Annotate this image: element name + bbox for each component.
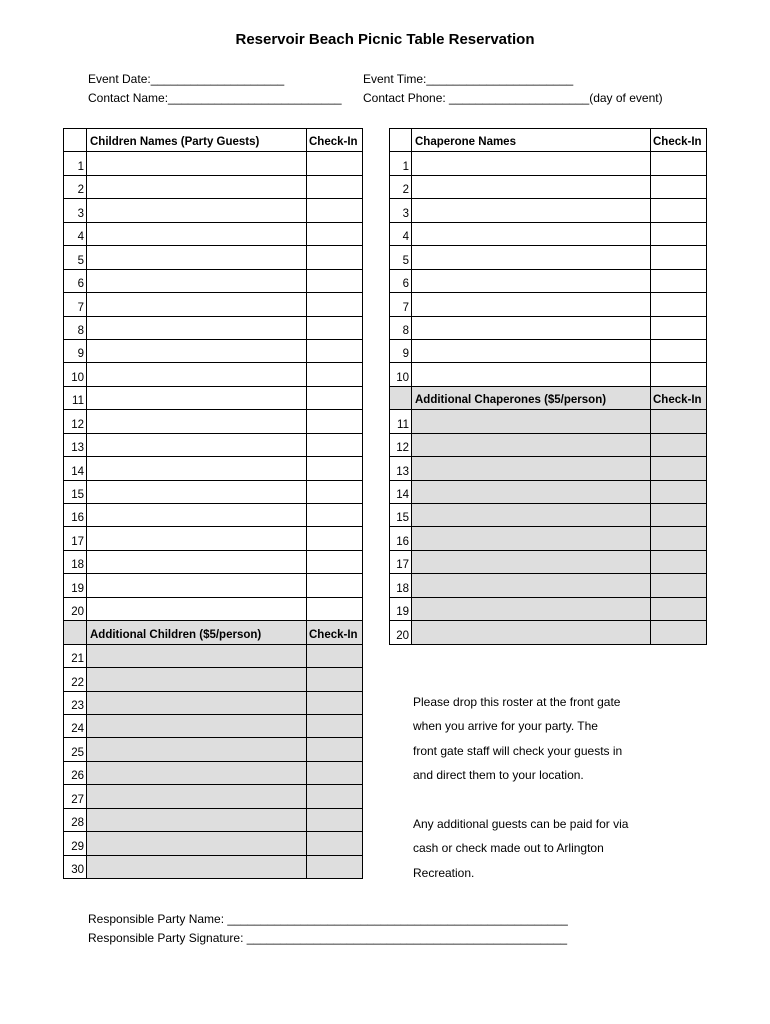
- row-number: 5: [64, 246, 87, 269]
- row-number: 8: [64, 316, 87, 339]
- name-input-cell[interactable]: [412, 550, 651, 573]
- name-input-cell[interactable]: [87, 222, 307, 245]
- check-in-cell[interactable]: [651, 246, 707, 269]
- check-in-cell[interactable]: [651, 550, 707, 573]
- table-row: [64, 761, 363, 784]
- name-input-cell[interactable]: [87, 152, 307, 175]
- check-in-column-header: Check-In: [651, 129, 707, 152]
- row-number: 8: [390, 316, 412, 339]
- row-number: 16: [390, 527, 412, 550]
- check-in-cell[interactable]: [307, 738, 363, 761]
- table-row: [390, 504, 707, 527]
- name-input-cell[interactable]: [87, 480, 307, 503]
- event-time-field[interactable]: Event Time:______________________: [363, 72, 574, 86]
- table-row: [64, 574, 363, 597]
- row-number: 9: [390, 339, 412, 362]
- table-row: [390, 597, 707, 620]
- name-input-cell[interactable]: [87, 410, 307, 433]
- check-in-cell[interactable]: [651, 175, 707, 198]
- row-number: 6: [390, 269, 412, 292]
- table-row: [390, 480, 707, 503]
- row-number: 2: [64, 175, 87, 198]
- row-number: 4: [64, 222, 87, 245]
- name-input-cell[interactable]: [87, 175, 307, 198]
- table-row: [64, 433, 363, 456]
- check-in-cell[interactable]: [307, 808, 363, 831]
- row-number: 2: [390, 175, 412, 198]
- name-input-cell[interactable]: [87, 832, 307, 855]
- row-number: 25: [64, 738, 87, 761]
- check-in-cell[interactable]: [307, 644, 363, 667]
- table-row: [390, 574, 707, 597]
- name-input-cell[interactable]: [87, 714, 307, 737]
- name-input-cell[interactable]: [412, 363, 651, 386]
- check-in-cell[interactable]: [307, 457, 363, 480]
- row-number: 14: [64, 457, 87, 480]
- table-row: [64, 550, 363, 573]
- name-input-cell[interactable]: [412, 339, 651, 362]
- name-input-cell[interactable]: [412, 527, 651, 550]
- name-input-cell[interactable]: [87, 316, 307, 339]
- table-row: [390, 152, 707, 175]
- name-input-cell[interactable]: [87, 668, 307, 691]
- name-input-cell[interactable]: [87, 199, 307, 222]
- check-in-cell[interactable]: [651, 457, 707, 480]
- row-number: 9: [64, 339, 87, 362]
- check-in-cell[interactable]: [651, 199, 707, 222]
- check-in-cell[interactable]: [307, 574, 363, 597]
- check-in-cell[interactable]: [307, 504, 363, 527]
- row-number: 5: [390, 246, 412, 269]
- row-number: 20: [64, 597, 87, 620]
- check-in-cell[interactable]: [307, 293, 363, 316]
- name-input-cell[interactable]: [412, 175, 651, 198]
- contact-name-field[interactable]: Contact Name:__________________________: [88, 91, 342, 105]
- row-number: 6: [64, 269, 87, 292]
- table-row: [390, 339, 707, 362]
- name-column-header: Chaperone Names: [412, 129, 651, 152]
- check-in-cell[interactable]: [307, 222, 363, 245]
- table-row: [64, 855, 363, 878]
- row-number: 24: [64, 714, 87, 737]
- row-number: 3: [64, 199, 87, 222]
- row-number: 29: [64, 832, 87, 855]
- number-header-cell: [390, 129, 412, 152]
- row-number: 12: [390, 433, 412, 456]
- table-row: [64, 246, 363, 269]
- note-line: Please drop this roster at the front gate: [413, 695, 621, 709]
- check-in-cell[interactable]: [651, 269, 707, 292]
- name-input-cell[interactable]: [412, 316, 651, 339]
- table-row: [390, 246, 707, 269]
- table-row: [64, 832, 363, 855]
- table-row: [64, 269, 363, 292]
- name-input-cell[interactable]: [87, 691, 307, 714]
- table-row: [64, 597, 363, 620]
- number-header-cell: [64, 129, 87, 152]
- name-input-cell[interactable]: [412, 246, 651, 269]
- check-in-cell[interactable]: [651, 480, 707, 503]
- table-row: [390, 269, 707, 292]
- row-number: 19: [64, 574, 87, 597]
- table-row: [64, 480, 363, 503]
- check-in-cell[interactable]: [307, 316, 363, 339]
- check-in-cell[interactable]: [307, 269, 363, 292]
- check-in-cell[interactable]: [307, 386, 363, 409]
- note-line: front gate staff will check your guests in: [413, 743, 623, 758]
- name-input-cell[interactable]: [412, 574, 651, 597]
- name-input-cell[interactable]: [87, 246, 307, 269]
- table-row: [64, 668, 363, 691]
- table-row: [64, 386, 363, 409]
- check-in-cell[interactable]: [651, 433, 707, 456]
- check-in-cell[interactable]: [307, 668, 363, 691]
- table-row: [64, 504, 363, 527]
- check-in-column-header: Check-In: [651, 386, 707, 409]
- responsible-party-signature-field[interactable]: Responsible Party Signature: ________________________________________________: [88, 931, 568, 945]
- check-in-cell[interactable]: [651, 293, 707, 316]
- responsible-party-name-field[interactable]: Responsible Party Name: ___________________________________________________: [88, 912, 568, 926]
- number-header-cell: [390, 386, 412, 409]
- table-row: [390, 363, 707, 386]
- check-in-cell[interactable]: [651, 410, 707, 433]
- check-in-column-header: Check-In: [307, 129, 363, 152]
- row-number: 7: [390, 293, 412, 316]
- name-input-cell[interactable]: [87, 738, 307, 761]
- table-row: [64, 199, 363, 222]
- name-input-cell[interactable]: [87, 386, 307, 409]
- check-in-cell[interactable]: [307, 175, 363, 198]
- note-line: and direct them to your location.: [413, 768, 584, 783]
- table-row: [64, 363, 363, 386]
- table-row: [64, 738, 363, 761]
- name-input-cell[interactable]: [412, 621, 651, 644]
- row-number: 1: [390, 152, 412, 175]
- check-in-cell[interactable]: [307, 246, 363, 269]
- row-number: 13: [64, 433, 87, 456]
- table-row: [390, 550, 707, 573]
- note-line: when you arrive for your party. The: [413, 719, 598, 734]
- name-input-cell[interactable]: [87, 550, 307, 573]
- name-input-cell[interactable]: [87, 504, 307, 527]
- check-in-cell[interactable]: [651, 363, 707, 386]
- check-in-cell[interactable]: [307, 433, 363, 456]
- check-in-cell[interactable]: [651, 574, 707, 597]
- table-row: [390, 433, 707, 456]
- row-number: 12: [64, 410, 87, 433]
- row-number: 7: [64, 293, 87, 316]
- table-row: [390, 527, 707, 550]
- row-number: 1: [64, 152, 87, 175]
- table-header-row: [390, 129, 707, 152]
- name-input-cell[interactable]: [412, 480, 651, 503]
- row-number: 20: [390, 621, 412, 644]
- check-in-cell[interactable]: [307, 855, 363, 878]
- table-row: [64, 410, 363, 433]
- row-number: 18: [64, 550, 87, 573]
- row-number: 18: [390, 574, 412, 597]
- name-input-cell[interactable]: [87, 808, 307, 831]
- row-number: 10: [390, 363, 412, 386]
- name-input-cell[interactable]: [412, 293, 651, 316]
- check-in-cell[interactable]: [307, 550, 363, 573]
- name-input-cell[interactable]: [87, 855, 307, 878]
- name-input-cell[interactable]: [87, 527, 307, 550]
- name-input-cell[interactable]: [87, 785, 307, 808]
- table-row: [390, 293, 707, 316]
- table-row: [390, 621, 707, 644]
- check-in-cell[interactable]: [307, 597, 363, 620]
- check-in-cell[interactable]: [307, 714, 363, 737]
- row-number: 17: [390, 550, 412, 573]
- check-in-cell[interactable]: [307, 785, 363, 808]
- check-in-cell[interactable]: [307, 199, 363, 222]
- table-row: [64, 808, 363, 831]
- table-row: [390, 222, 707, 245]
- check-in-cell[interactable]: [307, 410, 363, 433]
- name-input-cell[interactable]: [87, 363, 307, 386]
- name-input-cell[interactable]: [87, 761, 307, 784]
- table-header-row: [64, 129, 363, 152]
- row-number: 11: [64, 386, 87, 409]
- name-input-cell[interactable]: [87, 339, 307, 362]
- row-number: 23: [64, 691, 87, 714]
- name-input-cell[interactable]: [87, 433, 307, 456]
- check-in-cell[interactable]: [651, 621, 707, 644]
- row-number: 28: [64, 808, 87, 831]
- name-input-cell[interactable]: [412, 433, 651, 456]
- table-row: [64, 293, 363, 316]
- row-number: 16: [64, 504, 87, 527]
- instructions-note: [413, 690, 622, 788]
- contact-phone-field[interactable]: Contact Phone: _____________________(day of event): [363, 91, 663, 105]
- row-number: 13: [390, 457, 412, 480]
- row-number: 27: [64, 785, 87, 808]
- name-input-cell[interactable]: [87, 597, 307, 620]
- table-header-row: [64, 621, 363, 644]
- check-in-column-header: Check-In: [307, 621, 363, 644]
- check-in-cell[interactable]: [651, 339, 707, 362]
- table-row: [390, 316, 707, 339]
- check-in-cell[interactable]: [307, 152, 363, 175]
- check-in-cell[interactable]: [307, 691, 363, 714]
- table-row: [64, 714, 363, 737]
- name-input-cell[interactable]: [412, 597, 651, 620]
- check-in-cell[interactable]: [651, 316, 707, 339]
- note-line: cash or check made out to Arlington: [413, 841, 604, 856]
- row-number: 15: [64, 480, 87, 503]
- event-date-field[interactable]: Event Date:____________________: [88, 72, 285, 86]
- name-column-header: Children Names (Party Guests): [87, 129, 307, 152]
- check-in-cell[interactable]: [651, 597, 707, 620]
- name-input-cell[interactable]: [412, 199, 651, 222]
- check-in-cell[interactable]: [651, 527, 707, 550]
- row-number: 22: [64, 668, 87, 691]
- table-row: [64, 457, 363, 480]
- table-row: [64, 339, 363, 362]
- note-line: Any additional guests can be paid for via: [413, 817, 629, 831]
- row-number: 10: [64, 363, 87, 386]
- table-row: [390, 199, 707, 222]
- check-in-cell[interactable]: [307, 339, 363, 362]
- check-in-cell[interactable]: [307, 480, 363, 503]
- check-in-cell[interactable]: [307, 832, 363, 855]
- table-row: [64, 175, 363, 198]
- check-in-cell[interactable]: [651, 152, 707, 175]
- children-table: [63, 128, 363, 879]
- row-number: 21: [64, 644, 87, 667]
- table-row: [64, 785, 363, 808]
- name-input-cell[interactable]: [87, 293, 307, 316]
- table-row: [64, 644, 363, 667]
- number-header-cell: [64, 621, 87, 644]
- name-input-cell[interactable]: [412, 152, 651, 175]
- check-in-cell[interactable]: [307, 363, 363, 386]
- page-title: Reservoir Beach Picnic Table Reservation: [235, 31, 535, 48]
- name-input-cell[interactable]: [412, 410, 651, 433]
- name-input-cell[interactable]: [412, 222, 651, 245]
- row-number: 4: [390, 222, 412, 245]
- name-input-cell[interactable]: [87, 457, 307, 480]
- name-input-cell[interactable]: [87, 269, 307, 292]
- table-row: [390, 410, 707, 433]
- note-line: Recreation.: [413, 865, 475, 880]
- check-in-cell[interactable]: [651, 504, 707, 527]
- name-input-cell[interactable]: [87, 644, 307, 667]
- row-number: 26: [64, 761, 87, 784]
- row-number: 14: [390, 480, 412, 503]
- name-input-cell[interactable]: [412, 269, 651, 292]
- table-row: [390, 457, 707, 480]
- table-row: [64, 316, 363, 339]
- payment-note: [413, 812, 628, 885]
- row-number: 17: [64, 527, 87, 550]
- table-row: [64, 152, 363, 175]
- check-in-cell[interactable]: [651, 222, 707, 245]
- row-number: 11: [390, 410, 412, 433]
- check-in-cell[interactable]: [307, 761, 363, 784]
- name-input-cell[interactable]: [412, 457, 651, 480]
- row-number: 3: [390, 199, 412, 222]
- table-row: [64, 222, 363, 245]
- chaperone-table: [389, 128, 707, 645]
- name-column-header: Additional Children ($5/person): [87, 621, 307, 644]
- row-number: 15: [390, 504, 412, 527]
- check-in-cell[interactable]: [307, 527, 363, 550]
- table-row: [64, 527, 363, 550]
- row-number: 30: [64, 855, 87, 878]
- table-header-row: [390, 386, 707, 409]
- table-row: [64, 691, 363, 714]
- name-input-cell[interactable]: [87, 574, 307, 597]
- name-column-header: Additional Chaperones ($5/person): [412, 386, 651, 409]
- name-input-cell[interactable]: [412, 504, 651, 527]
- table-row: [390, 175, 707, 198]
- row-number: 19: [390, 597, 412, 620]
